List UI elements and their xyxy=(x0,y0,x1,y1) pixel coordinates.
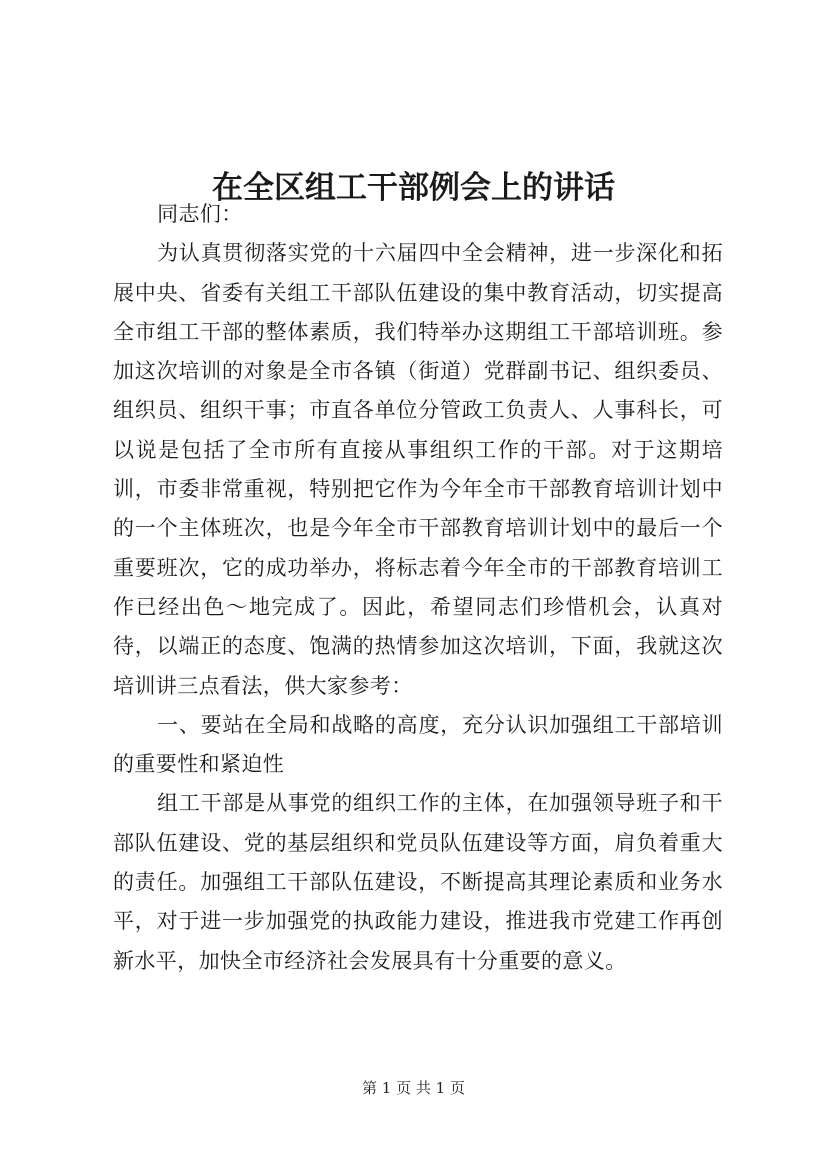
document-body xyxy=(113,195,723,981)
salutation: 同志们： xyxy=(157,202,243,226)
page-number-footer: 第 1 页 共 1 页 xyxy=(362,1079,465,1097)
section-heading-1: 一、要站在全局和战略的高度，充分认识加强组工干部培训的重要性和紧迫性 xyxy=(113,712,723,777)
paragraph-intro: 为认真贯彻落实党的十六届四中全会精神，进一步深化和拓展中央、省委有关组工干部队伍建设的集中教育活动，切实提高全市组工干部的整体素质，我们特举办这期组工干部培训班。参加这次培训的对象是全市各镇（街道）党群副书记、组织委员、组织员、组织干事；市直各单位分管政工负责人、人事科长，可以说是包括了全市所有直接从事组织工作的干部。对于这期培训，市委非常重视，特别把它作为今年全市干部教育培训计划中的一个主体班次，也是今年全市干部教育培训计划中的最后一个重要班次，它的成功举办，将标志着今年全市的干部教育培训工作已经出色～地完成了。因此，希望同志们珍惜机会，认真对待，以端正的态度、饱满的热情参加这次培训，下面，我就这次培训讲三点看法，供大家参考： xyxy=(113,241,723,698)
document-title: 在全区组工干部例会上的讲话 xyxy=(212,169,615,206)
paragraph-section-1: 组工干部是从事党的组织工作的主体，在加强领导班子和干部队伍建设、党的基层组织和党员队伍建设等方面，肩负着重大的责任。加强组工干部队伍建设，不断提高其理论素质和业务水平，对于进一步加强党的执政能力建设，推进我市党建工作再创新水平，加快全市经济社会发展具有十分重要的意义。 xyxy=(113,791,723,973)
